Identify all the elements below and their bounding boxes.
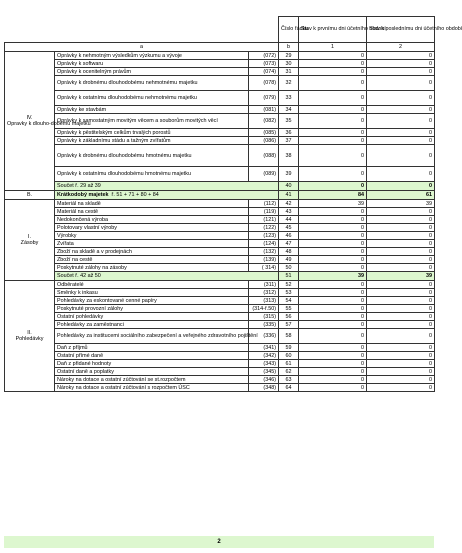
- section-number: II.: [27, 330, 32, 336]
- col-1-label: 1: [299, 43, 367, 52]
- row-label-text: Pohledávky za zaměstnanci: [57, 321, 124, 328]
- row-label: [55, 376, 249, 384]
- table-row: [5, 52, 435, 60]
- account-code: (343): [249, 360, 279, 368]
- value-last-day: 0: [367, 106, 435, 114]
- row-number: 44: [279, 216, 299, 224]
- table-row: [5, 264, 435, 272]
- value-last-day: 0: [367, 368, 435, 376]
- row-number: 49: [279, 256, 299, 264]
- row-number-header: Číslo řádku: [279, 17, 299, 43]
- row-number: 56: [279, 313, 299, 321]
- row-number: 38: [279, 145, 299, 167]
- row-label: [55, 145, 249, 167]
- row-label-text: Oprávky k nehmotným výsledkům výzkumu a vývoje: [57, 52, 182, 59]
- table-row: [5, 376, 435, 384]
- row-label-text: Oprávky k ostatnímu dlouhodobému nehmotnému majetku: [57, 95, 197, 101]
- value-first-day: 39: [299, 200, 367, 208]
- row-label: [55, 305, 249, 313]
- value-first-day: 0: [299, 305, 367, 313]
- row-label: [55, 91, 249, 106]
- section-title: Zásoby: [20, 240, 39, 246]
- value-last-day: 0: [367, 182, 435, 191]
- row-label-text: Oprávky k pěstitelským celkům trvalých porostů: [57, 129, 171, 136]
- account-code: (345): [249, 368, 279, 376]
- value-first-day: 0: [299, 256, 367, 264]
- row-label-text: Polotovary vlastní výroby: [57, 224, 117, 231]
- row-number: 45: [279, 224, 299, 232]
- table-row: [5, 384, 435, 392]
- account-code: (086): [249, 137, 279, 145]
- row-label: [55, 232, 249, 240]
- row-label-text: Oprávky k samostatným movitým věcem a souborům movitých věcí: [57, 118, 218, 124]
- table-row: [5, 281, 435, 289]
- table-row: [5, 297, 435, 305]
- row-label-text: Nedokončená výroba: [57, 216, 108, 223]
- row-label-text: Zboží na skladě a v prodejnách: [57, 248, 132, 255]
- row-label: [55, 129, 249, 137]
- row-label-text: Daň z přidané hodnoty: [57, 360, 112, 367]
- account-code: (072): [249, 52, 279, 60]
- page-number: 2: [4, 536, 434, 548]
- row-number: 41: [279, 191, 299, 200]
- row-label: [55, 321, 249, 329]
- value-first-day: 0: [299, 281, 367, 289]
- account-code: (121): [249, 216, 279, 224]
- account-code: (315): [249, 313, 279, 321]
- row-label: [55, 167, 249, 182]
- account-code: (336): [249, 329, 279, 344]
- row-label: [55, 208, 249, 216]
- row-label-text: Ostatní přímé daně: [57, 352, 104, 359]
- table-row: [5, 368, 435, 376]
- value-first-day: 0: [299, 264, 367, 272]
- section-title: Opravky k dlouho-dobému majetku: [7, 121, 91, 127]
- table-row: [5, 68, 435, 76]
- row-label: [55, 368, 249, 376]
- row-label: [55, 329, 258, 344]
- row-label: [55, 137, 249, 145]
- account-code: (085): [249, 129, 279, 137]
- value-first-day: 0: [299, 289, 367, 297]
- row-number: 50: [279, 264, 299, 272]
- account-code: (313): [249, 297, 279, 305]
- row-number: 33: [279, 91, 299, 106]
- row-label-text: Oprávky k softwaru: [57, 60, 104, 67]
- table-row: [5, 200, 435, 208]
- row-label-text: Nároky na dotace a ostatní zúčtování se st.rozpočtem: [57, 376, 186, 383]
- value-last-day: 0: [367, 167, 435, 182]
- account-code: (139): [249, 256, 279, 264]
- row-label-text: Materiál na skladě: [57, 200, 101, 207]
- row-number: 55: [279, 305, 299, 313]
- value-last-day: 0: [367, 114, 435, 129]
- prev-period-header: Stav k prvnímu dni účetního období: [299, 17, 367, 43]
- row-label: [55, 106, 249, 114]
- row-label-text: Součet ř. 42 až 50: [57, 273, 101, 279]
- row-label-text: Krátkodobý majetek: [57, 192, 109, 198]
- account-code: (341): [249, 344, 279, 352]
- row-label: [55, 224, 249, 232]
- value-last-day: 0: [367, 321, 435, 329]
- row-label-text: Oprávky ke stavbám: [57, 106, 107, 113]
- value-first-day: 0: [299, 384, 367, 392]
- value-first-day: 0: [299, 368, 367, 376]
- account-code: (123): [249, 232, 279, 240]
- value-last-day: 0: [367, 145, 435, 167]
- row-label-text: Oprávky k drobnému dlouhodobému nehmotnému majetku: [57, 80, 198, 86]
- section-number: B.: [26, 192, 33, 198]
- value-last-day: 39: [367, 200, 435, 208]
- value-last-day: 0: [367, 352, 435, 360]
- row-label: [55, 272, 279, 281]
- value-last-day: 0: [367, 60, 435, 68]
- value-first-day: 0: [299, 329, 367, 344]
- row-label-text: Pohledávky za institucemi sociálního zabezpečení a veřejného zdravotního pojištění: [57, 333, 258, 339]
- row-label-text: Zboží na cestě: [57, 256, 93, 263]
- col-b-label: b: [279, 43, 299, 52]
- value-last-day: 0: [367, 91, 435, 106]
- value-first-day: 0: [299, 240, 367, 248]
- row-number: 42: [279, 200, 299, 208]
- row-label-text: Daň z příjmů: [57, 344, 88, 351]
- value-first-day: 0: [299, 232, 367, 240]
- row-label: [55, 191, 279, 200]
- account-code: (074): [249, 68, 279, 76]
- row-label: [55, 240, 249, 248]
- value-last-day: 0: [367, 137, 435, 145]
- account-code: (112): [249, 200, 279, 208]
- table-row: [5, 106, 435, 114]
- account-code: (082): [249, 114, 279, 129]
- row-number: 39: [279, 167, 299, 182]
- account-code: (073): [249, 60, 279, 68]
- value-last-day: 0: [367, 224, 435, 232]
- table-row: [5, 305, 435, 313]
- value-first-day: 0: [299, 76, 367, 91]
- value-last-day: 0: [367, 248, 435, 256]
- balance-sheet-table: [4, 16, 462, 392]
- value-first-day: 0: [299, 208, 367, 216]
- value-first-day: 0: [299, 352, 367, 360]
- row-label: [55, 264, 249, 272]
- value-first-day: 0: [299, 137, 367, 145]
- value-first-day: 0: [299, 376, 367, 384]
- row-label-text: Zvířata: [57, 240, 74, 247]
- value-last-day: 0: [367, 360, 435, 368]
- table-row: [5, 321, 435, 329]
- row-label: [55, 182, 279, 191]
- value-last-day: 0: [367, 216, 435, 224]
- row-label-text: Poskytnuté provozní zálohy: [57, 305, 123, 312]
- row-label-text: Ostatní daně a poplatky: [57, 368, 114, 375]
- value-last-day: 0: [367, 256, 435, 264]
- row-label: [55, 216, 249, 224]
- col-a-label: a: [5, 43, 279, 52]
- value-first-day: 0: [299, 248, 367, 256]
- table-row: [5, 129, 435, 137]
- value-first-day: 0: [299, 167, 367, 182]
- row-label-text: Oprávky k ocenitelným právům: [57, 68, 131, 75]
- value-first-day: 0: [299, 60, 367, 68]
- section-number: I.: [28, 234, 31, 240]
- row-number: 37: [279, 137, 299, 145]
- table-row: [5, 167, 435, 182]
- value-last-day: 0: [367, 329, 435, 344]
- account-code: (335): [249, 321, 279, 329]
- row-number: 63: [279, 376, 299, 384]
- row-label: [55, 352, 249, 360]
- table-row: [5, 329, 435, 344]
- row-number: 43: [279, 208, 299, 216]
- value-last-day: 0: [367, 344, 435, 352]
- value-last-day: 0: [367, 240, 435, 248]
- account-code: (081): [249, 106, 279, 114]
- value-first-day: 0: [299, 224, 367, 232]
- table-row: [5, 232, 435, 240]
- account-code: (342): [249, 352, 279, 360]
- account-code: (312): [249, 289, 279, 297]
- row-label: [55, 52, 249, 60]
- col-2-label: 2: [367, 43, 435, 52]
- value-first-day: 0: [299, 129, 367, 137]
- column-letter-row: [5, 43, 435, 52]
- account-code: (124): [249, 240, 279, 248]
- header-row: [5, 17, 435, 43]
- row-label: [55, 200, 249, 208]
- row-number: 40: [279, 182, 299, 191]
- row-formula: ř. 51 + 71 + 80 + 84: [111, 192, 159, 198]
- row-label-text: Oprávky k ostatnímu dlouhodobému hmotnému majetku: [57, 171, 191, 177]
- value-first-day: 0: [299, 313, 367, 321]
- value-last-day: 0: [367, 232, 435, 240]
- value-last-day: 0: [367, 208, 435, 216]
- table-row: [5, 91, 435, 106]
- table-row: [5, 145, 435, 167]
- row-number: 35: [279, 114, 299, 129]
- row-number: 62: [279, 368, 299, 376]
- table-row: [5, 272, 435, 281]
- value-last-day: 0: [367, 289, 435, 297]
- value-first-day: 84: [299, 191, 367, 200]
- table-row: [5, 256, 435, 264]
- row-label: [55, 289, 249, 297]
- account-code: (078): [249, 76, 279, 91]
- row-label-text: Nároky na dotace a ostatní zúčtování s rozpočtem ÚSC: [57, 384, 190, 391]
- row-label-text: Směnky k inkasu: [57, 289, 98, 296]
- value-last-day: 0: [367, 305, 435, 313]
- value-first-day: 0: [299, 114, 367, 129]
- row-number: 34: [279, 106, 299, 114]
- account-code: (079): [249, 91, 279, 106]
- value-last-day: 39: [367, 272, 435, 281]
- row-label: [55, 344, 249, 352]
- table-row: [5, 137, 435, 145]
- table-row: [5, 216, 435, 224]
- value-first-day: 0: [299, 297, 367, 305]
- account-code: (089): [249, 167, 279, 182]
- account-code: ( 314): [249, 264, 279, 272]
- row-number: 57: [279, 321, 299, 329]
- row-number: 51: [279, 272, 299, 281]
- row-label-text: Výrobky: [57, 232, 77, 239]
- value-last-day: 0: [367, 68, 435, 76]
- row-number: 46: [279, 232, 299, 240]
- row-label: [55, 256, 249, 264]
- row-label: [55, 60, 249, 68]
- section-s1: [5, 200, 55, 281]
- last-period-header: Stav k poslednímu dni účetního období: [367, 17, 435, 43]
- value-last-day: 0: [367, 264, 435, 272]
- table-row: [5, 208, 435, 216]
- value-last-day: 0: [367, 313, 435, 321]
- row-label-text: Oprávky k základnímu stádu a tažným zvířatům: [57, 137, 171, 144]
- row-label-text: Poskytnuté zálohy na zásoby: [57, 264, 127, 271]
- row-label-text: Pohledávky za eskontované cenné papíry: [57, 297, 157, 304]
- table-row: [5, 224, 435, 232]
- account-code: (348): [249, 384, 279, 392]
- section-b: [5, 191, 55, 200]
- table-row: [5, 182, 435, 191]
- row-number: 58: [279, 329, 299, 344]
- row-number: 54: [279, 297, 299, 305]
- table-row: [5, 240, 435, 248]
- row-number: 52: [279, 281, 299, 289]
- value-first-day: 0: [299, 52, 367, 60]
- value-last-day: 0: [367, 281, 435, 289]
- section-title: Pohledávky: [15, 336, 44, 342]
- value-last-day: 0: [367, 297, 435, 305]
- table-row: [5, 344, 435, 352]
- row-number: 64: [279, 384, 299, 392]
- value-first-day: 0: [299, 106, 367, 114]
- value-first-day: 0: [299, 216, 367, 224]
- value-first-day: 0: [299, 182, 367, 191]
- value-first-day: 0: [299, 344, 367, 352]
- table-row: [5, 313, 435, 321]
- row-number: 36: [279, 129, 299, 137]
- value-last-day: 0: [367, 384, 435, 392]
- row-number: 30: [279, 60, 299, 68]
- row-number: 48: [279, 248, 299, 256]
- value-first-day: 0: [299, 321, 367, 329]
- section-s2: [5, 281, 55, 392]
- row-label: [55, 297, 249, 305]
- row-label: [55, 281, 249, 289]
- row-number: 31: [279, 68, 299, 76]
- table-row: [5, 360, 435, 368]
- row-number: 60: [279, 352, 299, 360]
- account-code: (122): [249, 224, 279, 232]
- value-last-day: 0: [367, 129, 435, 137]
- table-row: [5, 352, 435, 360]
- row-label-text: Odběratelé: [57, 281, 84, 288]
- value-last-day: 0: [367, 52, 435, 60]
- row-number: 47: [279, 240, 299, 248]
- row-label: [55, 384, 249, 392]
- value-last-day: 0: [367, 76, 435, 91]
- row-label-text: Ostatní pohledávky: [57, 313, 104, 320]
- value-first-day: 0: [299, 145, 367, 167]
- balance-sheet-page: [4, 16, 462, 536]
- row-label: [55, 76, 249, 91]
- account-code: (088): [249, 145, 279, 167]
- table-row: [5, 248, 435, 256]
- row-label-text: Součet ř. 29 až 39: [57, 183, 101, 189]
- row-number: 32: [279, 76, 299, 91]
- value-first-day: 0: [299, 360, 367, 368]
- section-number: IV.: [26, 115, 33, 121]
- table-row: [5, 60, 435, 68]
- value-first-day: 39: [299, 272, 367, 281]
- row-label: [55, 68, 249, 76]
- row-number: 61: [279, 360, 299, 368]
- account-code: (311): [249, 281, 279, 289]
- row-label: [55, 313, 249, 321]
- row-number: 59: [279, 344, 299, 352]
- account-code: (132): [249, 248, 279, 256]
- row-number: 29: [279, 52, 299, 60]
- account-code: (346): [249, 376, 279, 384]
- row-number: 53: [279, 289, 299, 297]
- account-code: (119): [249, 208, 279, 216]
- table-row: [5, 289, 435, 297]
- row-label-text: Oprávky k drobnému dlouhodobému hmotnému majetku: [57, 152, 192, 159]
- table-row: [5, 191, 435, 200]
- value-first-day: 0: [299, 91, 367, 106]
- row-label: [55, 360, 249, 368]
- table-body: [5, 52, 435, 392]
- table-row: [5, 76, 435, 91]
- row-label-text: Materiál na cestě: [57, 208, 99, 215]
- account-code: (314-ř.50): [249, 305, 279, 313]
- value-last-day: 0: [367, 376, 435, 384]
- value-last-day: 61: [367, 191, 435, 200]
- row-label: [55, 248, 249, 256]
- value-first-day: 0: [299, 68, 367, 76]
